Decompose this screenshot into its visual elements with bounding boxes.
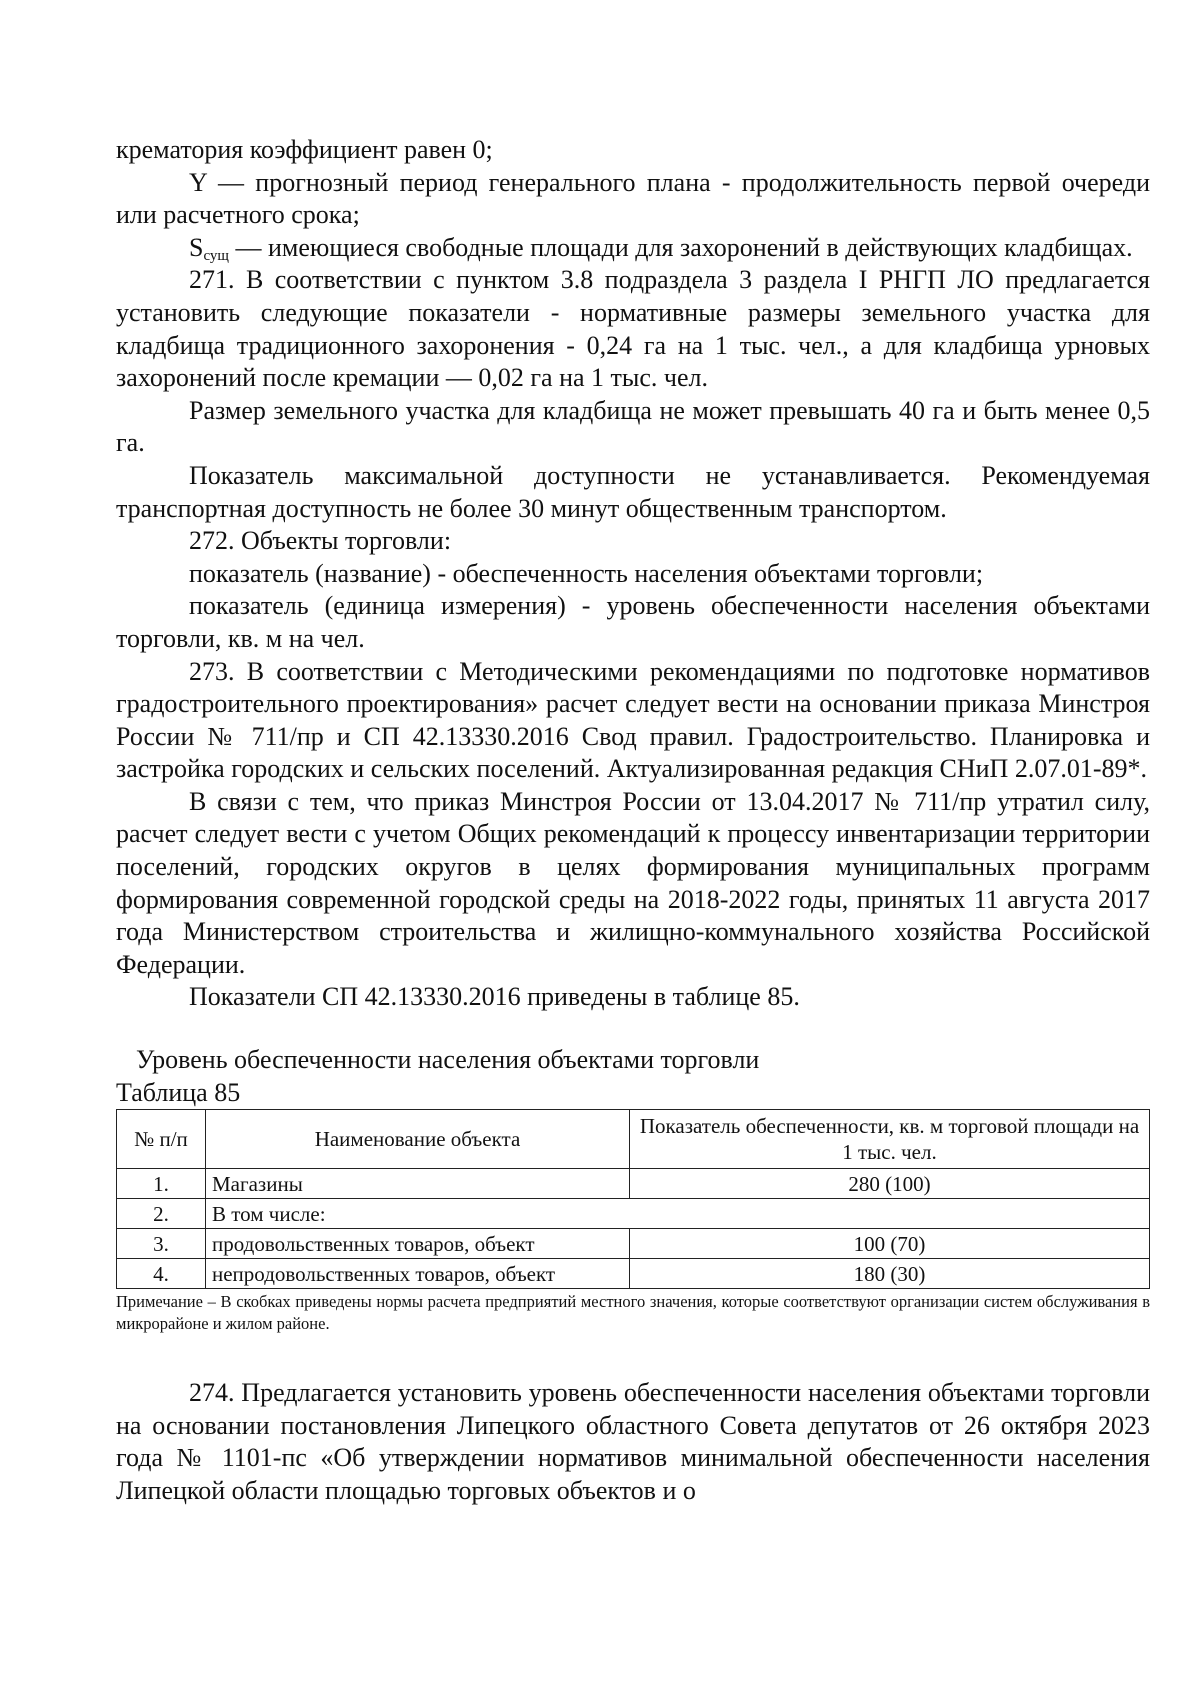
row-name: Магазины	[206, 1169, 630, 1199]
paragraph-274: 274. Предлагается установить уровень обеспеченности населения объектами торговли на основании постановления Липецкого областного Совета депутатов от 26 октября 2023 года № 1101-пс «Об утверждении нормативов минимальной обеспеченности населения Липецкой области площадью торговых объектов и о	[116, 1378, 1150, 1505]
s-definition-text: — имеющиеся свободные площади для захоронений в действующих кладбищах.	[228, 232, 1133, 262]
row-value: 180 (30)	[630, 1259, 1150, 1289]
table-header-row	[117, 1110, 1150, 1169]
table-row	[117, 1199, 1150, 1229]
header-indicator: Показатель обеспеченности, кв. м торговой площади на 1 тыс. чел.	[630, 1110, 1150, 1169]
paragraph-s-definition	[116, 232, 1150, 265]
row-number: 3.	[117, 1229, 206, 1259]
spacer	[116, 1335, 1150, 1377]
paragraph-indicator-unit: показатель (единица измерения) - уровень обеспеченности населения объектами торговли, кв. м на чел.	[116, 591, 1150, 653]
row-value: 280 (100)	[630, 1169, 1150, 1199]
paragraph-indicator-name: показатель (название) - обеспеченность населения объектами торговли;	[189, 558, 984, 588]
paragraph-y-definition: Y — прогнозный период генерального плана - продолжительность первой очереди или расчетного срока;	[116, 167, 1150, 230]
row-number: 4.	[117, 1259, 206, 1289]
paragraph-cemetery-size: Размер земельного участка для кладбища не может превышать 40 га и быть менее 0,5 га.	[116, 395, 1150, 458]
paragraph-table-reference: Показатели СП 42.13330.2016 приведены в таблице 85.	[189, 982, 800, 1012]
table-title: Уровень обеспеченности населения объектами торговли	[136, 1045, 760, 1075]
table-number: Таблица 85	[116, 1077, 241, 1107]
document-page	[116, 134, 1150, 1508]
table-row	[117, 1229, 1150, 1259]
row-number: 1.	[117, 1169, 206, 1199]
header-object-name: Наименование объекта	[206, 1110, 630, 1169]
table-row	[117, 1169, 1150, 1199]
trade-provision-table	[116, 1109, 1150, 1289]
paragraph-order-expired: В связи с тем, что приказ Минстроя России от 13.04.2017 № 711/пр утратил силу, расчет следует вести с учетом Общих рекомендаций к процессу инвентаризации территории поселений, городских округов в целях формирования муниципальных программ формирования современной городской среды на 2018-2022 годы, принятых 11 августа 2017 года Министерством строительства и жилищно-коммунального хозяйства Российской Федерации.	[116, 786, 1150, 979]
symbol-s-subscript: сущ	[203, 247, 229, 264]
row-name: непродовольственных товаров, объект	[206, 1259, 630, 1289]
paragraph-271: 271. В соответствии с пунктом 3.8 подраздела 3 раздела I РНГП ЛО предлагается установить следующие показатели - нормативные размеры земельного участка для кладбища традиционного захоронения - 0,24 га на 1 тыс. чел., а для кладбища урновых захоронений после кремации — 0,02 га на 1 тыс. чел.	[116, 265, 1150, 393]
paragraph-accessibility: Показатель максимальной доступности не устанавливается. Рекомендуемая транспортная доступность не более 30 минут общественным транспортом.	[116, 460, 1150, 523]
paragraph-273: 273. В соответствии с Методическими рекомендациями по подготовке нормативов градостроительного проектирования» расчет следует вести на основании приказа Минстроя России № 711/пр и СП 42.13330.2016 Свод правил. Градостроительство. Планировка и застройка городских и сельских поселений. Актуализированная редакция СНиП 2.07.01-89*.	[116, 656, 1150, 784]
table-note: Примечание – В скобках приведены нормы расчета предприятий местного значения, которые соответствуют организации систем обслуживания в микрорайоне и жилом районе.	[116, 1292, 1150, 1334]
row-value: 100 (70)	[630, 1229, 1150, 1259]
paragraph-crematorium: крематория коэффициент равен 0;	[116, 135, 493, 164]
row-name: продовольственных товаров, объект	[206, 1229, 630, 1259]
symbol-s: S	[189, 232, 204, 262]
header-number: № п/п	[117, 1110, 206, 1169]
table-row	[117, 1259, 1150, 1289]
row-number: 2.	[117, 1199, 206, 1229]
row-name: В том числе:	[206, 1199, 1150, 1229]
paragraph-272: 272. Объекты торговли:	[189, 526, 452, 556]
